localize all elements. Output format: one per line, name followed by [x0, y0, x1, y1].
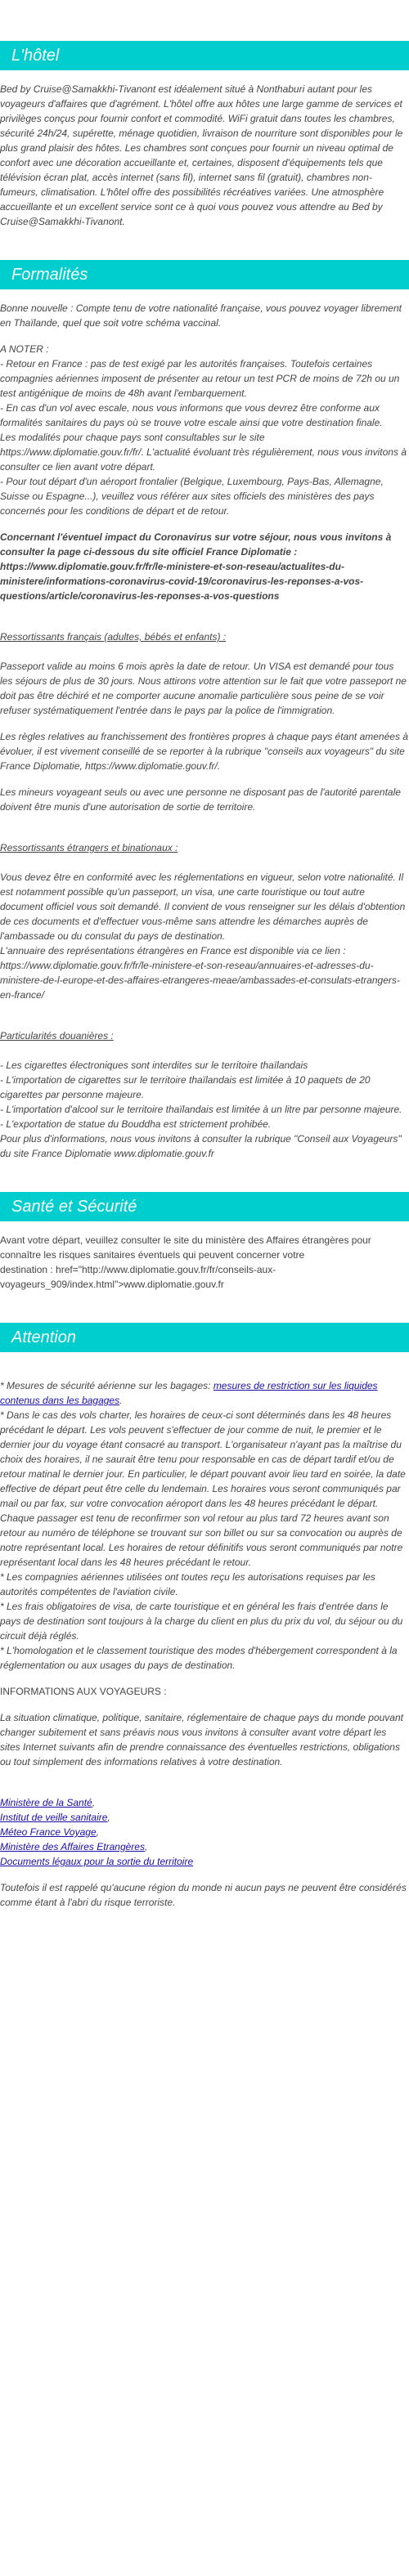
spacer — [0, 1172, 409, 1192]
customs-body: - Les cigarettes électroniques sont interdites sur le territoire thaïlandais - L'importation de cigarettes sur le territoire thaïlandais est limitée à 10 paquets de 20 cigarettes par personne majeure. - L'importation d'alcool sur le territoire thaïlandais est limitée à un litre par personne majeure. - L'exportation de statue du Bouddha est strictement prohibée. Pour plus d'informations, nous vous invitons à consulter la rubrique "Conseil aux Voyageurs" du site France Diplomatie www.diplomatie.gouv.fr — [0, 1060, 402, 1159]
link-ministere-sante[interactable]: Ministère de la Santé — [0, 1797, 92, 1808]
formalites-minors: Les mineurs voyageant seuls ou avec une personne ne disposant pas de l'autorité parentale doivent être munis d'une autorisation de sortie de territoire. — [0, 786, 401, 813]
formalites-french-nationals — [0, 615, 409, 718]
attention-measures: * Mesures de sécurité aérienne sur les bagages: mesures de restriction sur les liquides contenus dans les bagages. — [0, 1380, 378, 1406]
info-title: INFORMATIONS AUX VOYAGEURS : — [0, 1686, 167, 1697]
liquids-restriction-link[interactable]: mesures de restriction sur les liquides contenus dans les bagages — [0, 1380, 378, 1406]
link-documents-legaux[interactable]: Documents légaux pour la sortie du territoire — [0, 1856, 194, 1867]
page — [0, 41, 409, 1910]
section-title-hotel: L'hôtel — [0, 41, 409, 70]
formalites-note: A NOTER : - Retour en France : pas de test exigé par les autorités françaises. Toutefois certaines compagnies aériennes imposent de présenter au retour un test PCR de moins de 72h ou un test antigénique de moins de 48h avant l'embarquement. - En cas d'un vol avec escale, nous vous informons que vous devrez être conforme aux formalités sanitaires du pays où se trouve votre escale ainsi que votre destination finale. Les modalités pour chaque pays sont consultables sur le site https://www.diplomatie.gouv.fr/fr/. L'actualité évoluant très régulièrement, nous vous invitons à consulter ce lien avant votre départ. - Pour tout départ d'un aéroport frontalier (Belgique, Luxembourg, Pays-Bas, Allemagne, Suisse ou Espagne...), veuillez vous référer aux sites officiels des ministères des pays concernés pour les conditions de départ et de retour. — [0, 343, 407, 517]
link-meteo-france-voyage[interactable]: Méteo France Voyage — [0, 1826, 97, 1838]
customs-title: Particularités douanières : — [0, 1030, 114, 1042]
formalites-intro: Bonne nouvelle : Compte tenu de votre nationalité française, vous pouvez voyager librement en Thaïlande, quel que soit votre schéma vaccinal. — [0, 302, 402, 329]
section-title-attention: Attention — [0, 1323, 409, 1352]
link-institut-veille-sanitaire[interactable]: Institut de veille sanitaire — [0, 1812, 108, 1823]
section-title-sante: Santé et Sécurité — [0, 1192, 409, 1221]
section-title-formalites: Formalités — [0, 260, 409, 289]
attention-body: * Dans le cas des vols charter, les horaires de ceux-ci sont déterminés dans les 48 heures précédant le départ. Les vols peuvent s'effectuer de jour comme de nuit, le premier et le dernier jour du voyage étant consacré au transport. L'organisateur n'ayant pas la maîtrise du choix des horaires, il ne saurait être tenu pour responsable en cas de départ tardif et/ou de retour matinal le dernier jour. En particulier, le départ pouvant avoir lieu tard en soirée, la date effective de départ peut être celle du lendemain. Les horaires vous seront communiqués par mail ou par fax, sur votre convocation aéroport dans les 48 heures précédant le départ. Chaque passager est tenu de reconfirmer son vol retour au plus tard 72 heures avant son retour au numéro de téléphone se trouvant sur son billet ou sur sa convocation ou auprès de notre représentant local. Les horaires de retour définitifs vous seront communiqués par notre représentant local dans les 48 heures précédant le retour. * Les compagnies aériennes utilisées ont toutes reçu les autorisations requises par les autorités compétentes de l'aviation civile. * Les frais obligatoires de visa, de carte touristique et en général les frais d'entrée dans le pays de destination sont toujours à la charge du client en plus du prix du vol, du séjour ou du circuit déjà réglés. * L'homologation et le classement touristique des modes d'hébergement correspondent à la réglementation ou aux usages du pays de destination. — [0, 1409, 406, 1671]
formalites-borders: Les règles relatives au franchissement des frontières propres à chaque pays étant amenées à évoluer, il est vivement conseillé de se reporter à la rubrique "conseils aux voyageurs" du site France Diplomatie, https://www.diplomatie.gouv.fr/. — [0, 731, 408, 772]
info-body: La situation climatique, politique, sanitaire, réglementaire de chaque pays du monde pouvant changer subitement et sans préavis nous vous invitons à consulter avant votre départ les sites Internet suivants afin de prendre connaissance des éventuelles restrictions, obligations ou tout simplement des informations relatives à votre destination. — [0, 1712, 403, 1767]
formalites-customs — [0, 1014, 409, 1161]
link-ministere-affaires-etrangeres[interactable]: Ministère des Affaires Etrangères — [0, 1841, 145, 1852]
sante-body: Avant votre départ, veuillez consulter le site du ministère des Affaires étrangères pour connaître les risques sanitaires éventuels qui peuvent concerner votre destination : href="http://www.diplomatie.gouv.fr/fr/conseils-aux-voyageurs_909/index.html">www.diplomatie.gouv.fr — [0, 1234, 371, 1290]
foreign-nationals-body: Vous devez être en conformité avec les réglementations en vigueur, selon votre nationalité. Il est notamment possible qu'un passeport, un visa, une carte touristique ou tout autre document officiel vous soit demandé. Il convient de vous renseigner sur les délais d'obtention de ces documents et d'effectuer vous-même sans attendre les démarches auprès de l'ambassade ou du consulat du pays de destination. L'annuaire des représentations étrangères en France est disponible via ce lien : https://www.diplomatie.gouv.fr/fr/le-ministere-et-son-reseau/annuaires-et-adresses-du-ministere-de-l-europe-et-des-affaires-etrangeres-meae/ambassades-et-consulats-etrangers-en-france/ — [0, 871, 406, 1001]
hotel-description: Bed by Cruise@Samakkhi-Tivanont est idéalement situé à Nonthaburi autant pour les voyageurs d'affaires que d'agrément. L'hôtel offre aux hôtes une large gamme de services et privilèges conçus pour fournir confort et commodité. WiFi gratuit dans toutes les chambres, sécurité 24h/24, supérette, ménage quotidien, livraison de nourriture sont disponibles pour le plus grand plaisir des hôtes. Les chambres sont conçues pour fournir un niveau optimal de confort avec une décoration accueillante et, certaines, disposent d'équipements tels que télévision écran plat, accès internet (sans fil), internet sans fil (gratuit), chambres non-fumeurs, climatisation. L'hôtel offre des possibilités récréatives variées. Une atmosphère accueillante et un excellent service sont ce à quoi vous pouvez vous attendre au Bed by Cruise@Samakkhi-Tivanont. — [0, 83, 403, 227]
formalites-covid: Concernant l'éventuel impact du Coronavirus sur votre séjour, nous vous invitons à consulter la page ci-dessous du site officiel France Diplomatie : https://www.diplomatie.gouv.fr/fr/le-ministere-et-son-reseau/actualites-du-ministere/informations-coronavirus-covid-19/coronavirus-les-reponses-a-vos-questions/article/coronavirus-les-reponses-a-vos-questions — [0, 531, 392, 602]
spacer — [0, 1303, 409, 1323]
spacer — [0, 240, 409, 260]
french-nationals-body: Passeport valide au moins 6 mois après la date de retour. Un VISA est demandé pour tous les séjours de plus de 30 jours. Nous attirons votre attention sur le fait que votre passeport ne doit pas être déchiré et ne comporter aucune anomalie particulière sous peine de se voir refuser systématiquement l'entrée dans le pays par la police de l'immigration. — [0, 661, 407, 716]
attention-footer: Toutefois il est rappelé qu'aucune région du monde ni aucun pays ne peuvent être considérés comme étant à l'abri du risque terroriste. — [0, 1882, 407, 1908]
french-nationals-title: Ressortissants français (adultes, bébés et enfants) : — [0, 631, 227, 643]
foreign-nationals-title: Ressortissants étrangers et binationaux : — [0, 842, 178, 853]
info-links: Ministère de la Santé, Institut de veille sanitaire, Méteo France Voyage, Ministère des Affaires Etrangères, Documents légaux pour la sortie du territoire — [0, 1797, 194, 1867]
formalites-foreign-nationals — [0, 826, 409, 1002]
